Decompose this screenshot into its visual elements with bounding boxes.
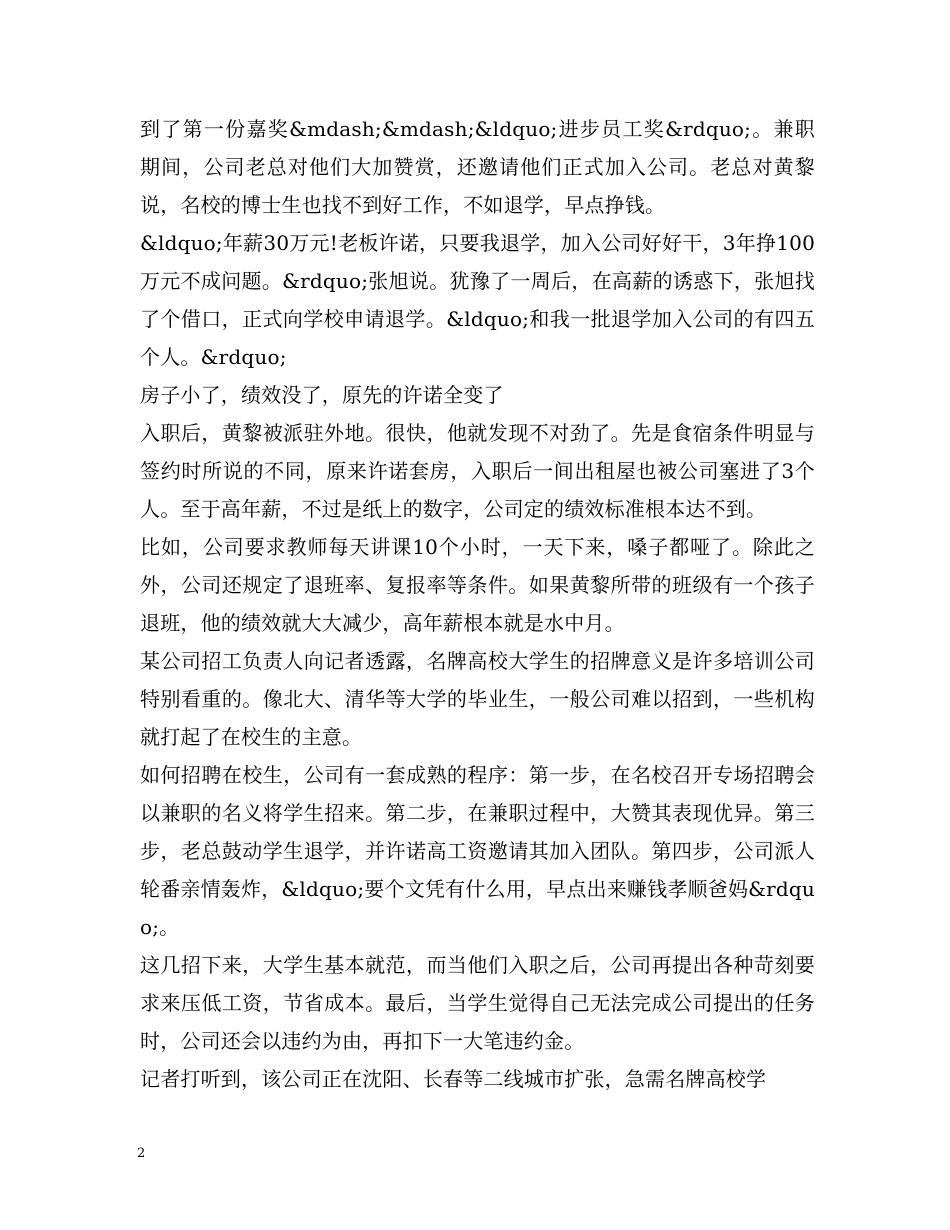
article-body (140, 110, 815, 1098)
paragraph-expansion: 记者打听到，该公司正在沈阳、长春等二线城市扩张，急需名牌高校学 (140, 1067, 767, 1091)
paragraph-cost-cutting: 这几招下来，大学生基本就范，而当他们入职之后，公司再提出各种苛刻要求来压低工资，节省成本。最后，当学生觉得自己无法完成公司提出的任务时，公司还会以违约为由，再扣下一大笔违约金。 (140, 953, 815, 1053)
paragraph-salary-promise: &ldquo;年薪30万元!老板许诺，只要我退学，加入公司好好干，3年挣100万元不成问题。&rdquo;张旭说。犹豫了一周后，在高薪的诱惑下，张旭找了个借口，正式向学校申请退学。&ldquo;和我一批退学加入公司的有四五个人。&rdquo; (140, 231, 815, 369)
page-number: 2 (137, 1146, 146, 1161)
paragraph-recruiting-steps: 如何招聘在校生，公司有一套成熟的程序：第一步，在名校召开专场招聘会以兼职的名义将学生招来。第二步，在兼职过程中，大赞其表现优异。第三步，老总鼓动学生退学，并许诺高工资邀请其加入团队。第四步，公司派人轮番亲情轰炸，&ldquo;要个文凭有什么用，早点出来赚钱孝顺爸妈&rdquo;。 (140, 763, 815, 939)
section-heading: 房子小了，绩效没了，原先的许诺全变了 (140, 383, 504, 407)
paragraph-award: 到了第一份嘉奖&mdash;&mdash;&ldquo;进步员工奖&rdquo;。兼职期间，公司老总对他们大加赞赏，还邀请他们正式加入公司。老总对黄黎说，名校的博士生也找不到好工作，不如退学，早点挣钱。 (140, 117, 815, 217)
paragraph-performance-rules: 比如，公司要求教师每天讲课10个小时，一天下来，嗓子都哑了。除此之外，公司还规定了退班率、复报率等条件。如果黄黎所带的班级有一个孩子退班，他的绩效就大大减少，高年薪根本就是水中月。 (140, 535, 815, 635)
paragraph-after-joining: 入职后，黄黎被派驻外地。很快，他就发现不对劲了。先是食宿条件明显与签约时所说的不同，原来许诺套房，入职后一间出租屋也被公司塞进了3个人。至于高年薪，不过是纸上的数字，公司定的绩效标准根本达不到。 (140, 421, 815, 521)
paragraph-recruiter-disclosure: 某公司招工负责人向记者透露，名牌高校大学生的招牌意义是许多培训公司特别看重的。像北大、清华等大学的毕业生，一般公司难以招到，一些机构就打起了在校生的主意。 (140, 649, 815, 749)
